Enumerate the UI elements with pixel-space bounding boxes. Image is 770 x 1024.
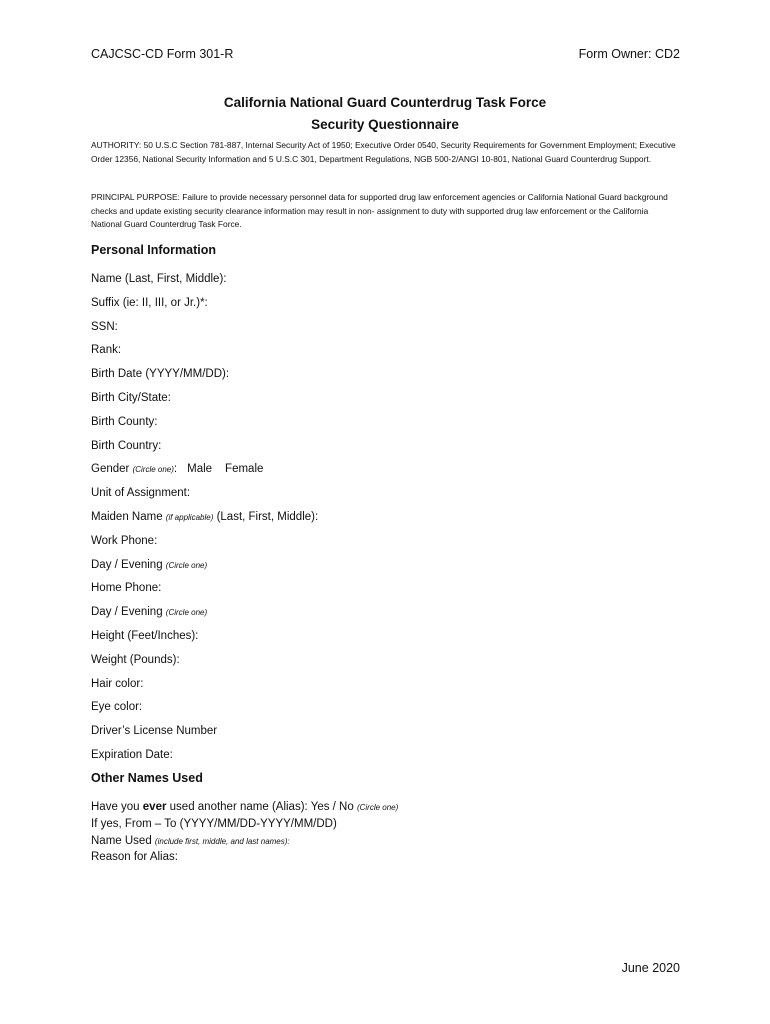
alias-reason-field: Reason for Alias: [91, 851, 178, 864]
alias-question-prefix: Have you [91, 801, 143, 813]
gender-option-female[interactable]: Female [225, 463, 264, 476]
name-used-label: Name Used [91, 834, 155, 847]
form-id: CAJCSC-CD Form 301-R [91, 47, 234, 61]
unit-of-assignment-field: Unit of Assignment: [91, 487, 191, 500]
hair-color-field: Hair color: [91, 677, 144, 690]
birth-county-field: Birth County: [91, 415, 158, 428]
gender-field [91, 462, 318, 486]
weight-field: Weight (Pounds): [91, 653, 180, 666]
ssn-field: SSN: [91, 320, 118, 333]
rank-field: Rank: [91, 344, 122, 357]
birth-country-field: Birth Country: [91, 439, 162, 452]
page-title: California National Guard Counterdrug Task Force [223, 95, 547, 110]
principal-purpose-paragraph [91, 191, 681, 232]
birth-date-field: Birth Date (YYYY/MM/DD): [91, 368, 230, 381]
work-day-evening-field [91, 558, 318, 582]
footer-date: June 2020 [621, 961, 680, 975]
suffix-field: Suffix (ie: II, III, or Jr.)*: [91, 296, 208, 309]
name-field: Name (Last, First, Middle): [91, 273, 227, 285]
authority-text: 50 U.S.C Section 781-887, Internal Security Act of 1950; Executive Order 0540, Security Requirements for Government Employment; Executive Order 12356, National Security Information and 5 U.S.C 301, Department Regulations, NGB 500-2/ANGI 10-801, National Guard Counterdrug Support. [91, 140, 676, 164]
gender-hint: (Circle one) [132, 465, 174, 475]
maiden-name-hint: (if applicable) [165, 512, 214, 522]
name-used-field [91, 834, 398, 851]
principal-purpose-label: PRINCIPAL PURPOSE: [91, 192, 180, 202]
home-day-evening-field [91, 605, 318, 629]
personal-information-fields [91, 272, 318, 772]
personal-information-heading: Personal Information [91, 243, 217, 257]
work-day-evening-label[interactable]: Day / Evening [91, 558, 166, 571]
height-field: Height (Feet/Inches): [91, 629, 199, 642]
alias-dates-field: If yes, From – To (YYYY/MM/DD-YYYY/MM/DD) [91, 817, 337, 830]
authority-label: AUTHORITY: [91, 140, 142, 150]
gender-colon: : [173, 463, 178, 476]
alias-question-hint: (Circle one) [356, 803, 399, 812]
gender-label: Gender [91, 463, 133, 476]
work-day-evening-hint: (Circle one) [165, 560, 208, 570]
alias-question [91, 800, 398, 817]
eye-color-field: Eye color: [91, 701, 143, 714]
maiden-name-field [91, 510, 318, 534]
form-owner: Form Owner: CD2 [578, 47, 680, 61]
alias-question-emphasis: ever [142, 801, 167, 813]
principal-purpose-text: Failure to provide necessary personnel data for supported drug law enforcement agencies or California National Guard background checks and update existing security clearance information may result in non- assignment to duty with supported drug law enforcement or the California National Guard Counterdrug Task Force. [91, 192, 668, 229]
expiration-date-field: Expiration Date: [91, 748, 173, 761]
home-phone-field: Home Phone: [91, 582, 162, 595]
maiden-name-label: Maiden Name [91, 510, 166, 523]
other-names-heading: Other Names Used [91, 771, 203, 785]
alias-question-suffix[interactable]: used another name (Alias): Yes / No [166, 801, 357, 813]
name-used-hint: (include first, middle, and last names): [154, 836, 290, 846]
home-day-evening-label[interactable]: Day / Evening [91, 606, 166, 619]
authority-paragraph [91, 139, 681, 166]
birth-city-state-field: Birth City/State: [91, 391, 171, 404]
gender-option-male[interactable]: Male [187, 463, 213, 476]
work-phone-field: Work Phone: [91, 534, 158, 547]
other-names-fields [91, 800, 398, 867]
drivers-license-field: Driver’s License Number [91, 725, 218, 738]
home-day-evening-hint: (Circle one) [165, 608, 208, 618]
page-subtitle: Security Questionnaire [311, 117, 459, 132]
maiden-name-rest: (Last, First, Middle): [213, 510, 319, 523]
